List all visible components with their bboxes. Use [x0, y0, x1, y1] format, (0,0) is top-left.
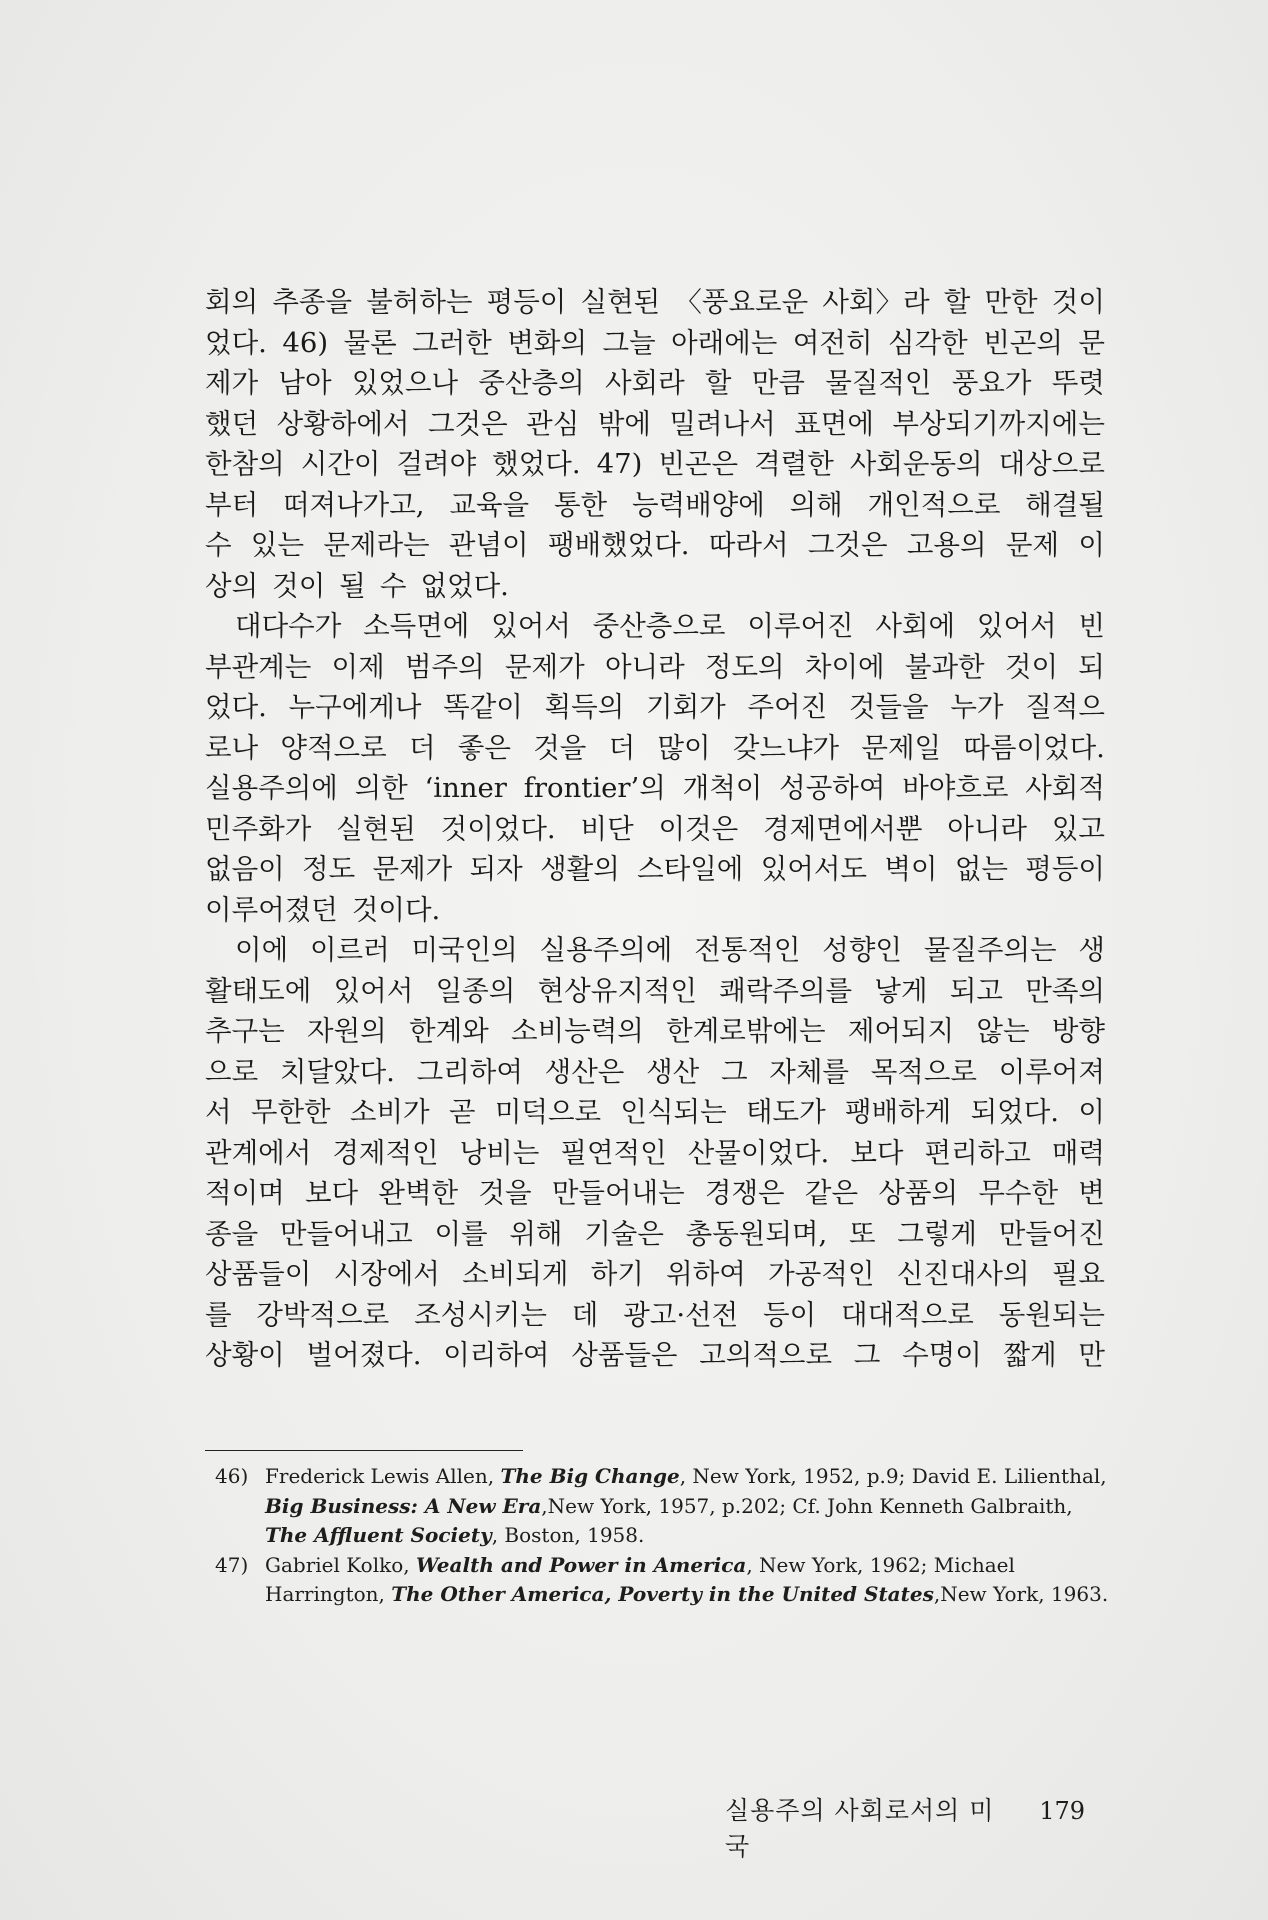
footnote-number: 47): [215, 1552, 249, 1577]
body-word: 스타일에: [637, 853, 744, 885]
body-line: [205, 282, 1105, 323]
body-line: [205, 404, 1105, 445]
body-word: 편리하고: [924, 1136, 1031, 1169]
body-word: 부상되기까지에는: [892, 407, 1105, 440]
body-word: 관계에서: [205, 1136, 312, 1169]
body-line: [205, 606, 1105, 647]
body-word: 완벽한: [378, 1177, 459, 1209]
body-word: 수: [379, 569, 407, 602]
footnote-divider: [205, 1450, 523, 1451]
body-word: 의해: [789, 488, 843, 521]
body-word: 정도의: [704, 650, 785, 683]
body-line: [205, 1173, 1105, 1214]
body-word: 걸려야: [396, 448, 477, 480]
footnote-segment: ,New York, 1963.: [933, 1582, 1109, 1606]
body-word: 경제면에서뿐: [763, 812, 923, 845]
body-word: 관심: [526, 407, 580, 440]
body-word: 고용의: [906, 529, 987, 561]
body-word: 실현된: [336, 812, 416, 845]
body-word: 바야흐로: [902, 772, 1009, 804]
body-line: [205, 1295, 1105, 1336]
body-word: 팽배했었다.: [547, 529, 690, 561]
footnote-number: 46): [215, 1464, 249, 1488]
body-word: 수명이: [902, 1339, 982, 1371]
body-word: 상품의: [878, 1177, 959, 1209]
body-word: 되고: [949, 974, 1003, 1007]
footnote-segment: , New York, 1952, p.9; David E. Lilienthal,: [679, 1464, 1107, 1488]
body-line: [205, 444, 1105, 485]
footnotes: [215, 1462, 1115, 1610]
body-word: 불과한: [904, 650, 985, 683]
body-word: 아래에는: [671, 326, 778, 359]
body-word: 이: [1078, 1096, 1105, 1128]
body-word: 이리하여: [443, 1339, 550, 1371]
body-word: 것을: [478, 1177, 532, 1209]
body-word: 똑같이: [443, 691, 523, 723]
body-word: 기회가: [646, 691, 726, 723]
body-word: 로나: [205, 731, 259, 764]
body-word: 더: [408, 731, 436, 764]
body-word: 있고: [1051, 812, 1105, 845]
body-word: 곧: [448, 1096, 476, 1128]
body-word: 자원의: [307, 1015, 387, 1047]
body-word: 시간이: [300, 448, 381, 480]
body-word: 이루어진: [747, 610, 854, 642]
body-word: 변화의: [507, 326, 588, 359]
body-word: 질적으: [1025, 691, 1105, 723]
footnote-segment: Frederick Lewis Allen,: [265, 1464, 501, 1488]
body-word: 미국인의: [411, 934, 518, 966]
body-word: 획득의: [544, 691, 625, 723]
body-word: 고의적으로: [699, 1339, 833, 1371]
body-word: 할: [704, 367, 732, 399]
body-word: 만들어내는: [551, 1177, 685, 1209]
body-word: 불허하는: [366, 286, 473, 318]
body-word: 보다: [304, 1177, 359, 1209]
body-word: 양적으로: [280, 731, 387, 764]
body-word: 관념이: [448, 529, 529, 561]
body-word: 신진대사의: [896, 1258, 1030, 1290]
body-word: 것이: [272, 569, 326, 602]
body-line: [205, 971, 1105, 1012]
body-word: 있어서: [491, 610, 571, 642]
footnote-title: Wealth and Power in America: [415, 1552, 747, 1577]
body-word: ‘inner: [424, 772, 507, 804]
body-word: 시장에서: [333, 1258, 440, 1290]
body-word: 갖느냐가: [732, 731, 840, 764]
body-word: 실현된: [580, 286, 661, 318]
body-word: 밀려나서: [669, 407, 776, 440]
body-word: 상품들은: [571, 1339, 678, 1371]
body-word: 태도가: [745, 1096, 826, 1128]
body-word: 따라서: [708, 529, 789, 561]
body-word: 보다: [850, 1136, 904, 1169]
body-word: 미덕으로: [494, 1096, 602, 1128]
body-line: [205, 1335, 1105, 1376]
body-word: 한참의: [205, 448, 285, 480]
body-word: 의한: [354, 772, 408, 804]
body-word: 산물이었다.: [687, 1136, 830, 1169]
body-word: 수: [205, 529, 232, 561]
body-word: 해결될: [1025, 488, 1105, 521]
body-word: 소비되게: [462, 1258, 569, 1290]
body-line: [205, 687, 1105, 728]
body-word: 현상유지적인: [537, 974, 697, 1007]
body-word: 기술은: [584, 1217, 664, 1250]
body-word: 그늘: [602, 326, 656, 359]
body-word: 사회에: [875, 610, 956, 642]
footnote-segment: , Boston, 1958.: [491, 1523, 645, 1547]
body-word: 활태도에: [205, 974, 312, 1007]
body-word: 비단: [580, 812, 634, 845]
page-number: 179: [1039, 1797, 1085, 1825]
body-word: 아니라: [947, 812, 1027, 845]
body-word: 추종을: [272, 286, 353, 318]
body-word: 차이에: [804, 650, 885, 683]
body-word: 이르러: [309, 934, 390, 966]
body-word: 소비능력의: [511, 1015, 644, 1047]
body-word: 추구는: [205, 1015, 285, 1047]
body-word: 물질주의는: [923, 934, 1057, 966]
body-word: 되었다.: [970, 1096, 1059, 1128]
body-word: 능력배양에: [631, 488, 765, 521]
body-line: [205, 1011, 1105, 1052]
body-word: 뚜렷: [1051, 367, 1105, 399]
body-word: 있어서: [333, 974, 414, 1007]
body-line: [205, 525, 1105, 566]
body-word: 이제: [331, 650, 385, 683]
body-word: 빈곤은: [658, 448, 739, 480]
body-word: 낳게: [874, 974, 928, 1007]
body-line: [205, 363, 1105, 404]
body-word: 문제가: [504, 650, 585, 683]
body-word: 벽이: [884, 853, 938, 885]
body-word: 따름이었다.: [963, 731, 1105, 764]
footnote-segment: Gabriel Kolko,: [265, 1552, 416, 1577]
body-word: 이: [1078, 529, 1105, 561]
body-line: [205, 768, 1105, 809]
body-line: [205, 566, 1105, 607]
body-word: 만한: [984, 286, 1038, 318]
body-word: 것이: [1004, 650, 1059, 683]
body-word: 으로: [205, 1055, 259, 1088]
body-word: 상황이: [205, 1339, 285, 1371]
body-word: 개인적으로: [867, 488, 1001, 521]
body-line: [205, 323, 1105, 364]
body-word: 상황하에서: [276, 407, 410, 440]
body-word: 있는: [250, 529, 305, 561]
body-word: 매력: [1051, 1136, 1105, 1169]
body-line: [205, 1133, 1105, 1174]
body-line: [205, 1214, 1105, 1255]
body-word: 있어서도: [760, 853, 867, 885]
body-word: 등이: [763, 1298, 817, 1331]
body-word: 만큼: [751, 367, 805, 399]
body-word: 낭비는: [459, 1136, 540, 1169]
body-word: 것이: [1051, 286, 1105, 318]
body-word: 이를: [434, 1217, 488, 1250]
body-word: 동원되는: [998, 1298, 1105, 1331]
body-word: 누구에게나: [288, 691, 422, 723]
footnote: [215, 1462, 1115, 1551]
body-word: 만: [1078, 1339, 1105, 1371]
body-line: [205, 890, 1105, 931]
body-word: 정도: [302, 853, 356, 885]
body-word: 풍요가: [951, 367, 1032, 399]
body-word: 팽배하게: [844, 1096, 952, 1128]
body-word: 한계로밖에는: [666, 1015, 826, 1047]
body-word: 사회〉라: [822, 286, 930, 318]
body-word: 같은: [804, 1177, 859, 1209]
footnote-text: [265, 1551, 1115, 1610]
body-word: 많이: [657, 731, 711, 764]
body-word: 그것은: [427, 407, 508, 440]
body-word: 심각한: [888, 326, 968, 359]
body-word: 있어서: [976, 610, 1057, 642]
body-line: [205, 1052, 1105, 1093]
body-word: 생산은: [544, 1055, 625, 1088]
body-word: 전통적인: [694, 934, 801, 966]
body-word: 쾌락주의를: [719, 974, 853, 1007]
body-word: 이루어졌던: [205, 893, 338, 926]
body-word: 위하여: [666, 1258, 746, 1290]
body-word: 평등이: [486, 286, 567, 318]
body-word: 되자: [469, 853, 523, 885]
body-line: [205, 1092, 1105, 1133]
body-word: 물론: [343, 326, 397, 359]
body-word: 개척이: [682, 772, 763, 804]
body-word: 성향인: [822, 934, 902, 966]
body-word: 만들어내고: [279, 1217, 413, 1250]
body-line: [205, 647, 1105, 688]
footnote: [215, 1551, 1115, 1610]
body-line: [205, 1254, 1105, 1295]
body-word: 것들을: [848, 691, 929, 723]
body-word: 그: [853, 1339, 881, 1371]
body-word: 대다수가: [235, 610, 342, 642]
body-word: 실용주의에: [205, 772, 338, 804]
body-word: 경제적인: [332, 1136, 439, 1169]
body-word: 상의: [205, 569, 259, 602]
body-word: 무한한: [250, 1096, 331, 1128]
footnote-segment: ,New York, 1957, p.202; Cf. John Kenneth Galbraith,: [541, 1493, 1073, 1518]
body-word: 것을: [533, 731, 587, 764]
body-word: 이것은: [658, 812, 739, 845]
body-word: 부관계는: [205, 650, 312, 683]
body-word: 를: [205, 1298, 232, 1331]
body-word: 사회라: [604, 367, 685, 399]
body-word: 벌어졌다.: [306, 1339, 422, 1371]
body-word: 성공하여: [779, 772, 886, 804]
body-word: 되: [1078, 650, 1105, 683]
body-word: 것이었다.: [440, 812, 556, 845]
running-title: 실용주의 사회로서의 미국: [725, 1796, 995, 1861]
body-word: 생: [1078, 934, 1105, 966]
body-word: 치달았다.: [279, 1055, 395, 1088]
body-word: 경쟁은: [704, 1177, 785, 1209]
body-word: 무수한: [978, 1177, 1059, 1209]
body-word: 문: [1078, 326, 1105, 359]
footnote-title: The Affluent Society: [265, 1523, 492, 1547]
body-word: 사회운동의: [849, 448, 983, 480]
footnote-title: Big Business: A New Era: [265, 1493, 542, 1518]
body-word: 생산: [646, 1055, 700, 1088]
body-word: 자체를: [769, 1055, 849, 1088]
body-word: 않는: [976, 1015, 1030, 1047]
body-word: 있었으나: [351, 367, 459, 399]
body-word: 할: [943, 286, 971, 318]
body-word: 제어되지: [847, 1015, 955, 1047]
body-word: 제가: [205, 367, 259, 399]
body-word: 범주의: [404, 650, 485, 683]
body-word: 민주화가: [205, 812, 312, 845]
body-word: 대대적으로: [841, 1298, 974, 1331]
body-word: 빈곤의: [983, 326, 1063, 359]
body-word: 평등이: [1025, 853, 1105, 885]
body-word: 여전히: [792, 326, 873, 359]
body-word: 필연적인: [560, 1136, 667, 1169]
body-word: 었다.: [205, 691, 267, 723]
body-word: 필요: [1051, 1258, 1105, 1290]
body-word: 이에: [235, 934, 289, 966]
body-word: 그것은: [807, 529, 888, 561]
body-word: 생활의: [540, 853, 620, 885]
body-word: 문제라는: [323, 529, 430, 561]
body-word: 격렬한: [754, 448, 834, 480]
body-line: [205, 485, 1105, 526]
body-word: 없는: [954, 853, 1008, 885]
body-word: 강박적으로: [256, 1298, 390, 1331]
body-word: 주어진: [747, 691, 828, 723]
body-word: 통한: [553, 488, 608, 521]
body-word: 〈풍요로운: [674, 286, 809, 318]
body-word: 또: [848, 1217, 876, 1250]
page-footer: [725, 1791, 1085, 1863]
body-word: 실용주의에: [539, 934, 673, 966]
body-word: 하기: [590, 1258, 644, 1290]
body-word: 누가: [950, 691, 1004, 723]
body-word: 가공적인: [768, 1258, 875, 1290]
body-word: 소득면에: [363, 610, 470, 642]
body-word: 서: [205, 1096, 232, 1128]
footnote-title: The Other America, Poverty in the United States: [391, 1582, 934, 1606]
body-word: 것이다.: [351, 893, 441, 926]
body-word: 교육을: [449, 488, 530, 521]
body-word: 만족의: [1025, 974, 1105, 1007]
body-word: 상품들이: [205, 1258, 312, 1290]
body-word: 그리하여: [416, 1055, 523, 1088]
body-word: 총동원되며,: [685, 1217, 828, 1250]
body-word: 빈: [1078, 610, 1105, 642]
body-word: 그러한: [412, 326, 492, 359]
body-word: 없음이: [205, 853, 285, 885]
body-word: 인식되는: [620, 1096, 727, 1128]
body-word: 었다.: [205, 326, 267, 359]
body-word: 광고·선전: [623, 1298, 739, 1331]
body-word: 떠져나가고,: [282, 488, 425, 521]
body-word: 될: [339, 569, 366, 602]
body-word: 했던: [205, 407, 259, 440]
body-word: 한계와: [409, 1015, 489, 1047]
body-word: 그렇게: [897, 1217, 977, 1250]
body-word: 문제가: [372, 853, 453, 885]
body-word: 데: [571, 1298, 599, 1331]
body-word: 조성시키는: [414, 1298, 547, 1331]
body-word: 만들어진: [998, 1217, 1105, 1250]
body-word: 일종의: [435, 974, 516, 1007]
body-word: 사회적: [1025, 772, 1105, 804]
body-line: [205, 849, 1105, 890]
body-text: [205, 282, 1105, 1376]
body-word: 더: [608, 731, 636, 764]
body-word: 밖에: [597, 407, 651, 440]
body-line: [205, 809, 1105, 850]
body-word: 그: [720, 1055, 748, 1088]
body-word: 물질적인: [825, 367, 932, 399]
body-word: 소비가: [349, 1096, 430, 1128]
body-word: 47): [596, 448, 643, 480]
body-word: 목적으로: [870, 1055, 977, 1088]
body-word: 아니라: [604, 650, 685, 683]
body-word: 변: [1078, 1177, 1105, 1209]
body-word: 좋은: [457, 731, 511, 764]
body-word: 표면에: [794, 407, 874, 440]
body-word: 문제: [1005, 529, 1060, 561]
body-word: 적이며: [205, 1177, 285, 1209]
body-word: 회의: [205, 286, 259, 318]
body-word: 46): [282, 326, 329, 359]
body-word: 없었다.: [420, 569, 509, 602]
body-word: 짧게: [1003, 1339, 1057, 1371]
body-word: 부터: [205, 488, 259, 521]
body-word: frontier’의: [523, 772, 666, 804]
body-line: [205, 728, 1105, 769]
footnote-text: [265, 1462, 1115, 1551]
body-word: 위해: [509, 1217, 563, 1250]
body-line: [205, 930, 1105, 971]
body-word: 중산층으로: [592, 610, 726, 642]
body-word: 이루어져: [998, 1055, 1105, 1088]
body-word: 방향: [1051, 1015, 1105, 1047]
footnote-title: The Big Change: [500, 1464, 680, 1488]
body-word: 남아: [278, 367, 332, 399]
body-word: 했었다.: [492, 448, 581, 480]
body-word: 중산층의: [478, 367, 585, 399]
body-word: 종을: [205, 1217, 259, 1250]
body-word: 문제일: [861, 731, 942, 764]
body-word: 대상으로: [998, 448, 1105, 480]
footnote-segment: , New York, 1962; Michael Harrington,: [265, 1552, 1015, 1606]
